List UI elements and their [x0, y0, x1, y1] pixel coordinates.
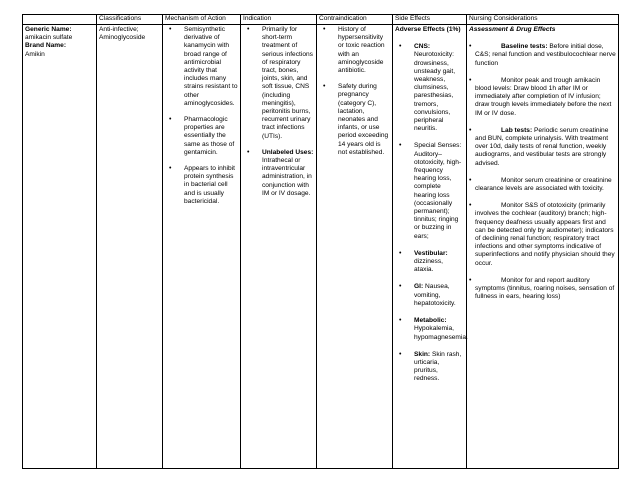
classification-cell [97, 25, 163, 469]
side-effect-skin-label: Skin: [414, 350, 431, 358]
nursing-baseline-label: Baseline tests: [501, 43, 548, 51]
nursing-item-baseline [469, 43, 616, 68]
indication-item-2 [243, 149, 314, 198]
nursing-ototoxicity-text: Monitor S&S of ototoxicity (primarily involves the cochlear (auditory) branch; high-frequency deafness usually appears first and can be detected only by audiometer); indicators of declining renal function; respiratory tract infections and other symptoms indicative of superinfections and notify physician should they occur. [475, 202, 615, 267]
nursing-item-peak-trough [469, 77, 616, 118]
unlabeled-uses-label: Unlabeled Uses: [262, 148, 314, 156]
side-effect-cns-text: Neurotoxicity: drowsiness, unsteady gait, weakness, clumsiness, paresthesias, tremors, convulsions, peripheral neuritis. [414, 51, 456, 133]
generic-name-label: Generic Name: [25, 26, 72, 33]
assessment-heading: Assessment & Drug Effects [469, 26, 556, 33]
generic-name-value: amikacin sulfate [25, 34, 73, 42]
drug-name-cell [23, 25, 97, 469]
side-effect-metabolic [395, 317, 468, 342]
header-classifications: Classifications [97, 15, 163, 25]
side-effect-cns-label: CNS: [414, 43, 431, 51]
nursing-item-creatinine [469, 177, 616, 193]
side-effect-vestibular-label: Vestibular: [414, 249, 448, 257]
mechanism-item-1: • Semisynthetic derivative of kanamycin with broad range of antimicrobial activity that includes many strains resistant to other aminoglycosides. [165, 26, 238, 108]
side-effect-skin [395, 351, 464, 384]
nursing-baseline-text: Before initial dose, C&S; renal function and vestibulocochlear nerve function [475, 43, 616, 67]
side-effects-cell [393, 25, 467, 469]
side-effect-gi-label: GI: [414, 283, 424, 291]
side-effect-special-senses-text: Special Senses: Auditory–ototoxicity, high-frequency hearing loss, complete hearing loss (occasionally permanent); tinnitus; ringing or buzzing in ears; [414, 142, 462, 240]
nursing-auditory-text: Monitor for and report auditory symptoms (tinnitus, roaring noises, sensation of fullness in ears, hearing loss) [475, 276, 615, 301]
side-effect-metabolic-label: Metabolic: [414, 317, 447, 325]
indication-cell [241, 25, 317, 469]
mechanism-cell [163, 25, 241, 469]
side-effect-skin-text: Skin rash, urticaria, pruritus, redness. [414, 350, 462, 383]
nursing-lab-tests-text: Periodic serum creatinine and BUN, complete urinalysis. With treatment over 10d, daily tests of renal function, weekly audiograms, and vestibular tests are strongly advised. [475, 126, 609, 167]
contraindication-item-2: • Safety during pregnancy (category C), lactation, neonates and infants, or use period exceeding 14 years old is not established. [319, 83, 390, 157]
header-blank [23, 15, 97, 25]
side-effect-metabolic-text: Hypokalemia, hypomagnesemia. [414, 325, 468, 341]
side-effect-special-senses [395, 142, 464, 240]
mechanism-item-3: • Appears to inhibit protein synthesis in bacterial cell and is usually bactericidal. [165, 165, 238, 206]
header-nursing: Nursing Considerations [467, 15, 619, 25]
contraindication-item-1: • History of hypersensitivity or toxic reaction with an aminoglycoside antibiotic. [319, 26, 390, 75]
classification-line-2: Aminoglycoside [99, 34, 146, 42]
header-indication: Indication [241, 15, 317, 25]
contraindication-cell [317, 25, 393, 469]
header-mechanism: Mechanism of Action [163, 15, 241, 25]
side-effect-vestibular-text: dizziness, ataxia. [414, 258, 443, 274]
brand-name-value: Amikin [25, 50, 45, 58]
side-effect-cns [395, 43, 464, 133]
nursing-item-lab-tests [469, 127, 616, 168]
nursing-lab-tests-label: Lab tests: [501, 126, 533, 134]
side-effect-gi-text: Nausea, vomiting, hepatotoxicity. [414, 283, 456, 307]
classification-line-1: Anti-infective; [99, 26, 139, 33]
nursing-peak-trough-text: Monitor peak and trough amikacin blood levels: Draw blood 1h after IM or immediately after completion of IV infusion; draw trough levels immediately before the next IM or IV dose. [475, 76, 612, 117]
adverse-effects-heading: Adverse Effects (1%) [395, 26, 461, 33]
nursing-creatinine-text: Monitor serum creatinine or creatinine clearance levels are associated with toxicity. [475, 176, 612, 193]
unlabeled-uses-text: Intrathecal or intraventricular administration, in conjunction with IM or IV dosage. [262, 157, 312, 197]
drug-row [23, 25, 619, 469]
nursing-item-auditory [469, 277, 616, 302]
nursing-cell [467, 25, 619, 469]
header-row [23, 15, 619, 25]
mechanism-item-2: • Pharmacologic properties are essentially the same as those of gentamicin. [165, 116, 238, 157]
drug-card-table [22, 14, 619, 469]
header-contraindication: Contraindication [317, 15, 393, 25]
side-effect-gi [395, 283, 464, 308]
header-side-effects: Side Effects [393, 15, 467, 25]
side-effect-vestibular [395, 250, 464, 275]
brand-name-label: Brand Name: [25, 42, 67, 50]
nursing-item-ototoxicity [469, 202, 616, 268]
indication-item-1: • Primarily for short-term treatment of serious infections of respiratory tract, bones, joints, skin, and soft tissue, CNS (including meningitis), peritonitis burns, recurrent urinary tract infections (UTIs). [243, 26, 314, 141]
